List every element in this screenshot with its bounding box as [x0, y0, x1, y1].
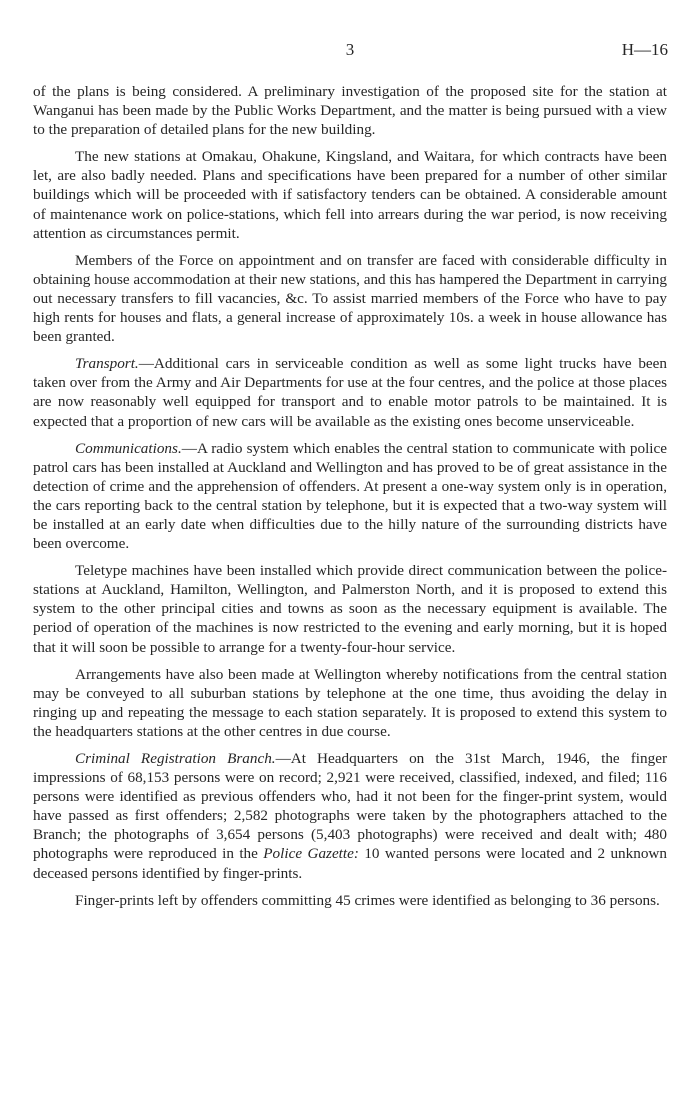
paragraph-finger-prints: Finger-prints left by offenders committing 45 crimes were identified as belonging to 36 persons. [75, 891, 660, 909]
paragraph-new-stations: The new stations at Omakau, Ohakune, Kingsland, and Waitara, for which contracts have been let, are also badly needed. Plans and specifications have been prepared for a number of other similar buildings which will be proceeded with if satisfactory tenders can be obtained. A considerable amount of maintenance work on police-stations, which fell into arrears during the war period, is now receiving attention as circumstances permit. [33, 148, 667, 242]
paragraph-transport [33, 354, 667, 430]
communications-heading: Communications. [75, 439, 182, 457]
body-text [33, 82, 667, 910]
police-gazette-title: Police Gazette: [263, 845, 359, 863]
page-header [32, 40, 668, 64]
criminal-registration-text-b: 10 wanted persons were located and 2 unknown deceased persons identified by finger-prints. [33, 845, 667, 882]
paragraph-house-allowance: Members of the Force on appointment and on transfer are faced with considerable difficulty in obtaining house accommodation at their new stations, and this has hampered the Department in carrying out necessary transfers to fill vacancies, &c. To assist married members of the Force who have to pay high rents for houses and flats, a general increase of approximately 10s. a week in house allowance has been granted. [33, 251, 667, 346]
transport-text: —Additional cars in serviceable condition as well as some light trucks have been taken over from the Army and Air Departments for use at the four centres, and the police at those places are now reasonably well equipped for transport and to enable motor patrols to be maintained. It is expected that a proportion of new cars will be available as the existing ones become unserviceable. [33, 355, 667, 430]
paragraph-wellington-notifications: Arrangements have also been made at Wellington whereby notifications from the central station may be conveyed to all suburban stations by telephone at the one time, thus avoiding the delay in ringing up and repeating the message to each station separately. It is proposed to extend this system to the headquarters stations at the other centres in due course. [33, 665, 667, 740]
paragraph-criminal-registration [33, 749, 667, 883]
transport-heading: Transport. [75, 355, 139, 373]
paragraph-teletype: Teletype machines have been installed which provide direct communication between the police-stations at Auckland, Hamilton, Wellington, and Palmerston North, and it is proposed to extend this system to the other principal cities and towns as soon as the necessary equipment is available. The period of operation of the machines is now restricted to the evening and early morning, but it is hoped that it will soon be possible to arrange for a twenty-four-hour service. [33, 562, 667, 656]
paragraph-communications [33, 439, 667, 554]
criminal-registration-heading: Criminal Registration Branch. [75, 750, 276, 767]
page-number: 3 [345, 40, 355, 59]
communications-text: —A radio system which enables the central station to communicate with police patrol cars has been installed at Auckland and Wellington and has proved to be of great assistance in the detection of crime and the apprehension of offenders. At present a one-way system only is in operation, the cars reporting back to the central station by telephone, but it is expected that a two-way system will be installed at an early date when difficulties due to the hilly nature of the surrounding districts have been overcome. [33, 439, 667, 553]
criminal-registration-text-a: —At Headquarters on the 31st March, 1946, the finger impressions of 68,153 persons were on record; 2,921 were received, classified, indexed, and filed; 116 persons were identified as previous offenders who, had it not been for the finger-print system, would have passed as first offenders; 2,582 photographs were taken by the photographers attached to the Branch; the photographs of 3,654 persons (5,403 photographs) were received and dealt with; 480 photographs were reproduced in the [33, 750, 667, 863]
document-reference: H—16 [621, 40, 668, 59]
paragraph-wanganui-station: of the plans is being considered. A preliminary investigation of the proposed site for the station at Wanganui has been made by the Public Works Department, and the matter is being pursued with a view to the preparation of detailed plans for the new building. [33, 83, 667, 139]
